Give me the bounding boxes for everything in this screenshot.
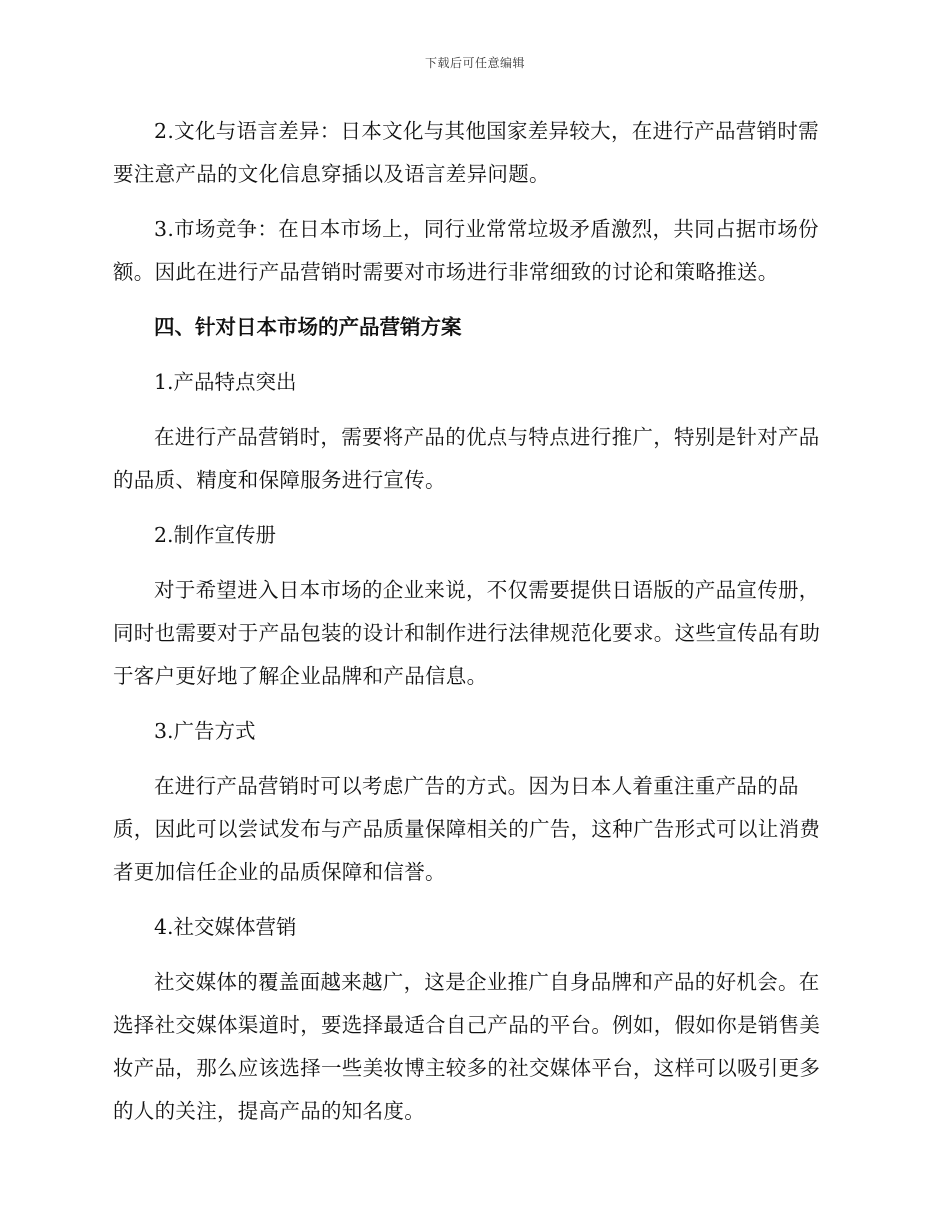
header-note: 下载后可任意编辑 [424,56,525,70]
subheading-product-features: 1.产品特点突出 [154,370,297,394]
document-body [113,110,833,1145]
subheading-brochure: 2.制作宣传册 [154,523,277,547]
subheading-social-media: 4.社交媒体营销 [154,915,297,939]
paragraph-market-competition: 3.市场竞争：在日本市场上，同行业常常垃圾矛盾激烈，共同占据市场份额。因此在进行产品营销时需要对市场进行非常细致的讨论和策略推送。 [113,217,819,284]
paragraph-culture-language: 2.文化与语言差异：日本文化与其他国家差异较大，在进行产品营销时需要注意产品的文化信息穿插以及语言差异问题。 [113,119,819,186]
paragraph-product-features: 在进行产品营销时，需要将产品的优点与特点进行推广，特别是针对产品的品质、精度和保障服务进行宣传。 [113,425,820,492]
subheading-advertising: 3.广告方式 [154,719,256,743]
paragraph-social-media: 社交媒体的覆盖面越来越广，这是企业推广自身品牌和产品的好机会。在选择社交媒体渠道时，要选择最适合自己产品的平台。例如，假如你是销售美妆产品，那么应该选择一些美妆博主较多的社交媒体平台，这样可以吸引更多的人的关注，提高产品的知名度。 [113,970,821,1123]
section-title: 四、针对日本市场的产品营销方案 [154,315,462,339]
paragraph-brochure: 对于希望进入日本市场的企业来说，不仅需要提供日语版的产品宣传册，同时也需要对于产品包装的设计和制作进行法律规范化要求。这些宣传品有助于客户更好地了解企业品牌和产品信息。 [113,578,821,688]
paragraph-advertising: 在进行产品营销时可以考虑广告的方式。因为日本人着重注重产品的品质，因此可以尝试发布与产品质量保障相关的广告，这种广告形式可以让消费者更加信任企业的品质保障和信誉。 [113,774,821,884]
